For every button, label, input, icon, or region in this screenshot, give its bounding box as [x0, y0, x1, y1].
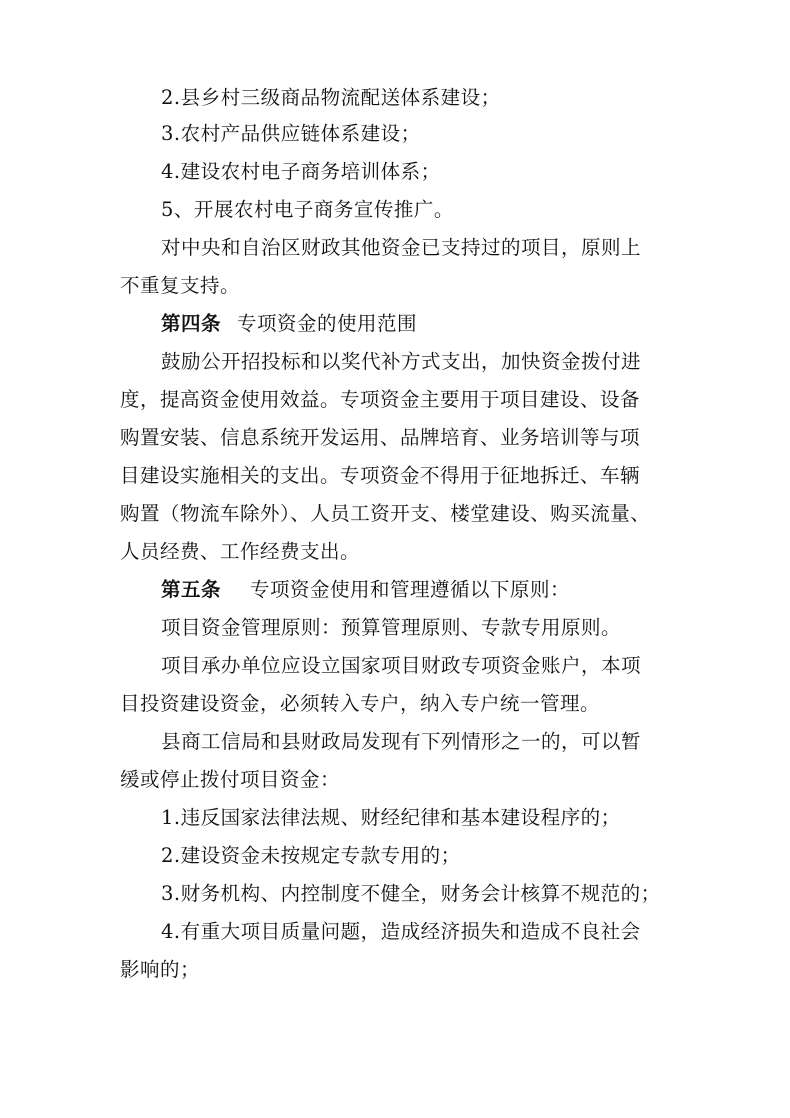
paragraph-line: 不重复支持。	[120, 274, 241, 297]
paragraph-line: 影响的；	[120, 958, 201, 981]
paragraph-line: 3.农村产品供应链体系建设；	[161, 122, 421, 145]
article-number: 第五条	[161, 578, 222, 601]
paragraph-line: 目投资建设资金，必须转入专户，纳入专户统一管理。	[120, 692, 601, 715]
paragraph-line: 鼓励公开招投标和以奖代补方式支出，加快资金拨付进	[161, 350, 642, 373]
article-heading: 专项资金使用和管理遵循以下原则：	[250, 578, 571, 601]
paragraph-line: 购置（物流车除外）、人员工资开支、楼堂建设、购买流量、	[120, 502, 651, 525]
paragraph-line: 4.建设农村电子商务培训体系；	[161, 160, 441, 183]
paragraph-line: 2.县乡村三级商品物流配送体系建设；	[161, 86, 501, 109]
paragraph-line: 1.违反国家法律法规、财经纪律和基本建设程序的；	[161, 806, 621, 829]
paragraph-line: 2.建设资金未按规定专款专用的；	[161, 844, 461, 867]
article-heading: 专项资金的使用范围	[237, 312, 418, 335]
paragraph-line: 5、开展农村电子商务宣传推广。	[161, 198, 454, 221]
paragraph-line: 度，提高资金使用效益。专项资金主要用于项目建设、设备	[120, 388, 641, 411]
paragraph-line: 项目资金管理原则：预算管理原则、专款专用原则。	[161, 616, 622, 639]
paragraph-line: 对中央和自治区财政其他资金已支持过的项目，原则上	[161, 236, 642, 259]
paragraph-line: 缓或停止拨付项目资金：	[120, 768, 341, 791]
paragraph-line: 购置安装、信息系统开发运用、品牌培育、业务培训等与项	[120, 426, 641, 449]
paragraph-line: 县商工信局和县财政局发现有下列情形之一的，可以暂	[161, 730, 642, 753]
paragraph-line: 4.有重大项目质量问题，造成经济损失和造成不良社会	[161, 920, 641, 943]
paragraph-line: 项目承办单位应设立国家项目财政专项资金账户，本项	[161, 654, 642, 677]
paragraph-line: 3.财务机构、内控制度不健全，财务会计核算不规范的；	[161, 882, 661, 905]
paragraph-line: 目建设实施相关的支出。专项资金不得用于征地拆迁、车辆	[120, 464, 641, 487]
paragraph-line: 人员经费、工作经费支出。	[120, 540, 361, 563]
article-number: 第四条	[161, 312, 222, 335]
